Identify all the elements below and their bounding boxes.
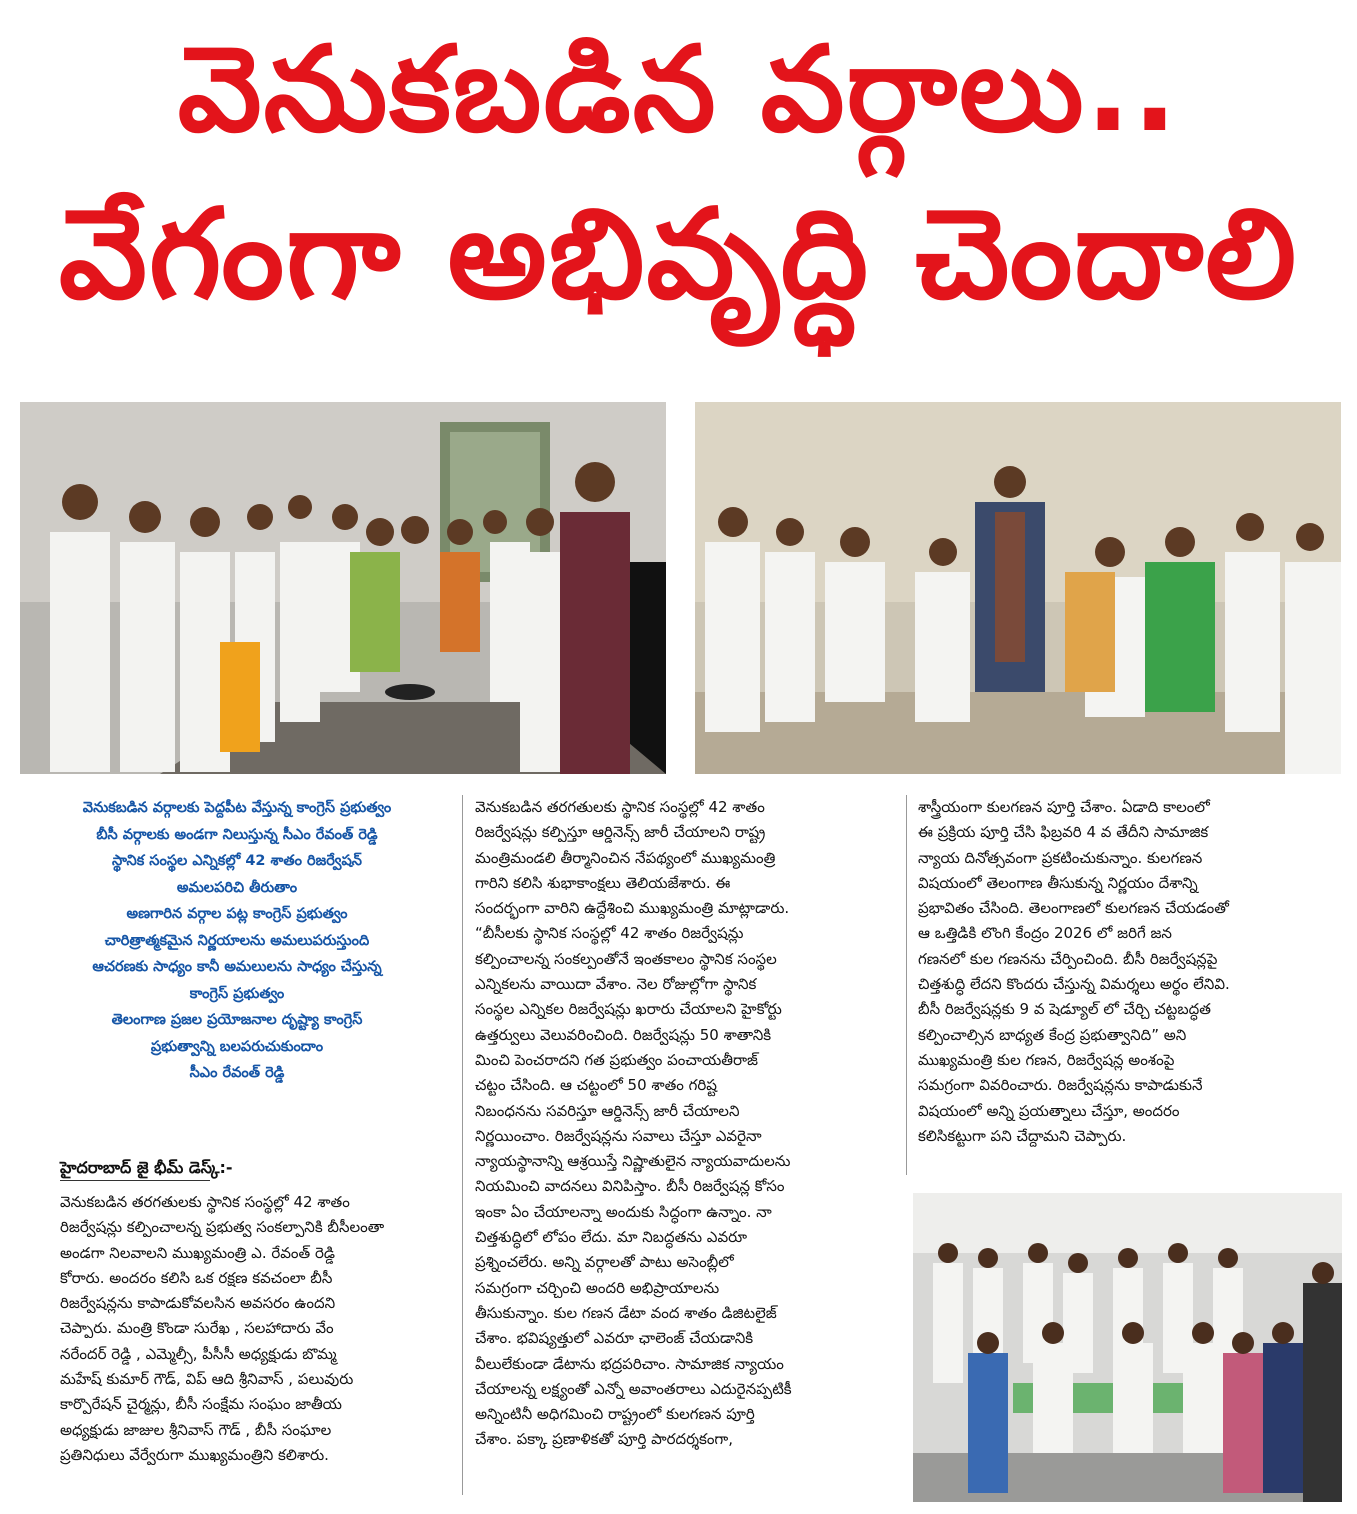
text-line: ప్రతినిధులు వేర్వేరుగా ముఖ్యమంత్రిని కలిశారు. bbox=[60, 1445, 329, 1464]
text-line: ఉత్తర్వులు వెలువరించింది. రిజర్వేషన్లు 50 శాతానికి bbox=[475, 1025, 772, 1044]
text-line: న్యాయ దినోత్సవంగా ప్రకటించుకున్నాం. కులగణన bbox=[918, 848, 1203, 867]
text-line: అండగా నిలవాలని ముఖ్యమంత్రి ఎ. రేవంత్ రెడ్డి bbox=[60, 1243, 335, 1262]
article-column-1 bbox=[60, 1190, 450, 1468]
text-line: “బీసీలకు స్థానిక సంస్థల్లో 42 శాతం రిజర్వేషన్లు bbox=[475, 924, 744, 943]
text-line: కల్పించాలన్న సంకల్పంతోనే ఇంతకాలం స్థానిక సంస్థల bbox=[475, 949, 777, 968]
text-line: చిత్తశుద్ధి లేదని కొందరు చేస్తున్న విమర్శలు అర్థం లేనివి. bbox=[918, 975, 1230, 994]
article-column-2 bbox=[475, 795, 895, 1453]
text-line: చేయాలన్న లక్ష్యంతో ఎన్నో అవాంతరాలు ఎదురైనప్పటికీ bbox=[475, 1379, 792, 1398]
highlight-line: అణగారిన వర్గాల పట్ల కాంగ్రెస్ ప్రభుత్వం bbox=[126, 906, 348, 922]
text-line: ప్రశ్నించలేరు. అన్ని వర్గాలతో పాటు అసెంబ్లీలో bbox=[475, 1253, 734, 1272]
text-line: ముఖ్యమంత్రి కుల గణన, రిజర్వేషన్ల అంశంపై bbox=[918, 1050, 1175, 1069]
highlight-line: చారిత్రాత్మకమైన నిర్ణయాలను అమలుపరుస్తుంది bbox=[104, 932, 370, 949]
text-line: కోరారు. అందరం కలిసి ఒక రక్షణ కవచంలా బీసీ bbox=[60, 1268, 333, 1287]
text-line: చేశాం. పక్కా ప్రణాళికతో పూర్తి పారదర్శకంగా, bbox=[475, 1430, 734, 1449]
photo-group-delegates bbox=[913, 1193, 1342, 1502]
text-line: గారిని కలిసి శుభాకాంక్షలు తెలియజేశారు. ఈ bbox=[475, 873, 731, 892]
highlight-line: కాంగ్రెస్ ప్రభుత్వం bbox=[189, 985, 285, 1002]
highlight-line: ఆచరణకు సాధ్యం కానీ అమలులను సాధ్యం చేస్తున్న bbox=[92, 959, 382, 975]
text-line: రిజర్వేషన్లు కల్పించాలన్న ప్రభుత్వ సంకల్పానికి బీసీలంతా bbox=[60, 1218, 385, 1237]
text-line: మించి పెంచరాదని గత ప్రభుత్వం పంచాయతీరాజ్ bbox=[475, 1050, 758, 1069]
highlight-line: అమలపరిచి తీరుతాం bbox=[176, 879, 298, 896]
text-line: కల్పించాల్సిన బాధ్యత కేంద్ర ప్రభుత్వానిది” అని bbox=[918, 1025, 1187, 1044]
column-divider bbox=[462, 795, 463, 1495]
text-line: వెనుకబడిన తరగతులకు స్థానిక సంస్థల్లో 42 శాతం bbox=[475, 798, 765, 816]
text-line: చెప్పారు. మంత్రి కొండా సురేఖ , సలహాదారు వేం bbox=[60, 1319, 334, 1338]
column-divider bbox=[906, 795, 907, 1175]
text-line: సమగ్రంగా వివరించారు. రిజర్వేషన్లను కాపాడుకునే bbox=[918, 1076, 1203, 1095]
text-line: కార్పొరేషన్ చైర్మన్లు, బీసీ సంక్షేమ సంఘం జాతీయ bbox=[60, 1395, 342, 1414]
headline-line-2: వేగంగా అభివృద్ధి చెందాలి bbox=[58, 183, 1299, 327]
highlight-line: సీఎం రేవంత్ రెడ్డి bbox=[189, 1065, 285, 1081]
dateline: హైదరాబాద్ జై భీమ్ డెస్క్:- bbox=[60, 1158, 233, 1177]
text-line: సందర్భంగా వారిని ఉద్దేశించి ముఖ్యమంత్రి మాట్లాడారు. bbox=[475, 899, 790, 918]
text-line: న్యాయస్థానాన్ని ఆశ్రయిస్తే నిష్ణాతులైన న్యాయవాదులను bbox=[475, 1152, 791, 1171]
text-line: చిత్తశుద్ధిలో లోపం లేదు. మా నిబద్ధతను ఎవరూ bbox=[475, 1228, 748, 1247]
text-line: నరేందర్ రెడ్డి , ఎమ్మెల్సీ, పీసీసీ అధ్యక్షుడు బొమ్మ bbox=[60, 1344, 337, 1363]
highlights-box bbox=[22, 795, 452, 1087]
text-line: గణనలో కుల గణనను చేర్పించింది. బీసీ రిజర్వేషన్లపై bbox=[918, 949, 1218, 968]
highlight-line: ప్రభుత్వాన్ని బలపరుచుకుందాం bbox=[150, 1038, 324, 1055]
text-line: విషయంలో తెలంగాణ తీసుకున్న నిర్ణయం దేశాన్ని bbox=[918, 873, 1198, 892]
text-line: ఈ ప్రక్రియ పూర్తి చేసి ఫిబ్రవరి 4 వ తేదీని సామాజిక bbox=[918, 823, 1209, 842]
text-line: చేశాం. భవిష్యత్తులో ఎవరూ ఛాలెంజ్ చేయడానికి bbox=[475, 1329, 754, 1348]
text-line: వీలులేకుండా డేటాను భద్రపరిచాం. సామాజిక న్యాయం bbox=[475, 1354, 784, 1373]
highlight-line: బీసీ వర్గాలకు అండగా నిలుస్తున్న సీఎం రేవంత్ రెడ్డి bbox=[96, 826, 378, 843]
headline-line-1: వెనుకబడిన వర్గాలు.. bbox=[177, 20, 1180, 158]
text-line: సంస్థల ఎన్నికల రిజర్వేషన్లు ఖరారు చేయాలని హైకోర్టు bbox=[475, 1000, 782, 1019]
text-line: వెనుకబడిన తరగతులకు స్థానిక సంస్థల్లో 42 శాతం bbox=[60, 1193, 350, 1211]
text-line: నిర్ణయించాం. రిజర్వేషన్లను సవాలు చేస్తూ ఎవరైనా bbox=[475, 1126, 762, 1145]
text-line: బీసీ రిజర్వేషన్లకు 9 వ షెడ్యూల్ లో చేర్చి చట్టబద్ధత bbox=[918, 1000, 1211, 1019]
text-line: ఎన్నికలను వాయిదా వేశాం. నెల రోజుల్లోగా స్థానిక bbox=[475, 975, 757, 994]
text-line: సమగ్రంగా చర్చించి అందరి అభిప్రాయాలను bbox=[475, 1278, 720, 1297]
text-line: రిజర్వేషన్లను కాపాడుకోవలసిన అవసరం ఉందని bbox=[60, 1294, 336, 1313]
text-line: రిజర్వేషన్లు కల్పిస్తూ ఆర్డినెన్స్ జారీ చేయాలని రాష్ట్ర bbox=[475, 823, 766, 842]
dateline-underline bbox=[60, 1180, 210, 1181]
text-line: నియమించి వాదనలు వినిపిస్తాం. బీసీ రిజర్వేషన్ల కోసం bbox=[475, 1177, 785, 1196]
text-line: విషయంలో అన్ని ప్రయత్నాలు చేస్తూ, అందరం bbox=[918, 1101, 1180, 1120]
text-line: మంత్రిమండలి తీర్మానించిన నేపథ్యంలో ముఖ్యమంత్రి bbox=[475, 848, 776, 867]
text-line: తీసుకున్నాం. కుల గణన డేటా వంద శాతం డిజిటలైజ్ bbox=[475, 1303, 777, 1322]
text-line: అధ్యక్షుడు జాజుల శ్రీనివాస్ గౌడ్ , బీసీ సంఘాల bbox=[60, 1420, 332, 1439]
highlight-line: స్థానిక సంస్థల ఎన్నికల్లో 42 శాతం రిజర్వేషన్ bbox=[112, 853, 362, 869]
text-line: చట్టం చేసింది. ఆ చట్టంలో 50 శాతం గరిష్ట bbox=[475, 1076, 718, 1095]
text-line: శాస్త్రీయంగా కులగణన పూర్తి చేశాం. ఏడాది కాలంలో bbox=[918, 798, 1210, 816]
text-line: అన్నింటినీ అధిగమించి రాష్ట్రంలో కులగణన పూర్తి bbox=[475, 1405, 755, 1424]
text-line: నిబంధనను సవరిస్తూ ఆర్డినెన్స్ జారీ చేయాలని bbox=[475, 1101, 740, 1120]
text-line: కలిసికట్టుగా పని చేద్దామని చెప్పారు. bbox=[918, 1126, 1127, 1145]
text-line: మహేష్ కుమార్ గౌడ్, విప్ ఆది శ్రీనివాస్ , పలువురు bbox=[60, 1370, 354, 1389]
photo-conference-room bbox=[20, 402, 666, 774]
text-line: ప్రభావితం చేసింది. తెలంగాణలో కులగణన చేయడంతో bbox=[918, 899, 1229, 918]
highlight-line: తెలంగాణ ప్రజల ప్రయోజనాల దృష్ట్యా కాంగ్రెస్ bbox=[111, 1012, 363, 1028]
highlight-line: వెనుకబడిన వర్గాలకు పెద్దపీట వేస్తున్న కాంగ్రెస్ ప్రభుత్వం bbox=[82, 800, 392, 816]
text-line: ఇంకా ఏం చేయాలన్నా అందుకు సిద్ధంగా ఉన్నాం. నా bbox=[475, 1202, 772, 1221]
photo-cm-addressing bbox=[695, 402, 1341, 774]
text-line: ఆ ఒత్తిడికి లొంగి కేంద్రం 2026 లో జరిగే జన bbox=[918, 924, 1172, 943]
article-column-3 bbox=[918, 795, 1338, 1149]
